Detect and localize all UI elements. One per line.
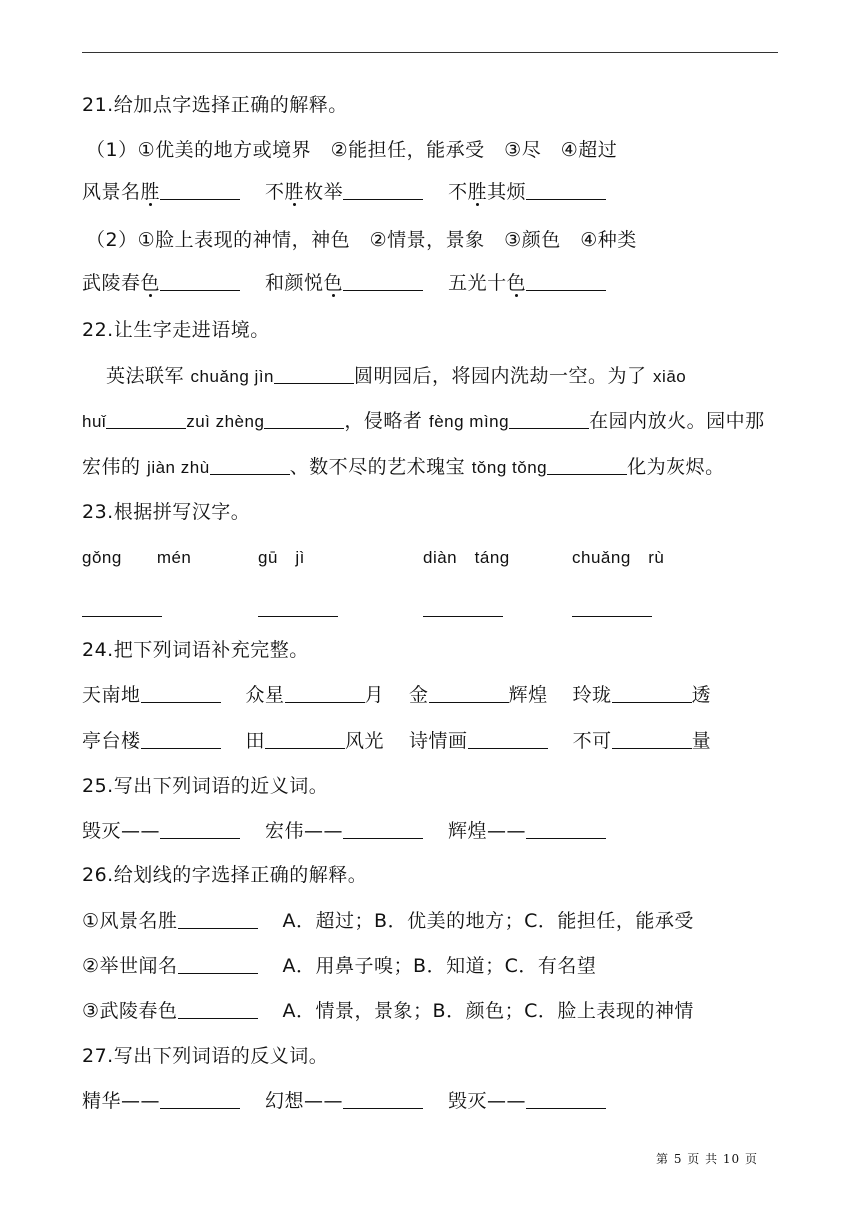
q27-title: 27.写出下列词语的反义词。 (82, 1045, 329, 1067)
q22-line2: huǐ zuì zhèng ，侵略者 fèng mìng 在园内放火。园中那 (82, 410, 765, 432)
q23-blank-row (82, 590, 782, 620)
q25-row: 毁灭—— 宏伟—— 辉煌—— (82, 816, 606, 846)
q22-line1: 英法联军 chuǎng jìn 圆明园后，将园内洗劫一空。为了 xiāo (106, 365, 687, 387)
answer-blank[interactable] (343, 179, 423, 200)
answer-blank[interactable] (82, 596, 162, 617)
answer-blank[interactable] (141, 728, 221, 749)
q26-item: ①风景名胜 A．超过；B．优美的地方；C．能担任，能承受 (82, 910, 694, 932)
answer-blank[interactable] (612, 728, 692, 749)
answer-blank[interactable] (526, 818, 606, 839)
q23-pinyin-row (82, 543, 782, 573)
answer-blank[interactable] (468, 728, 548, 749)
answer-blank[interactable] (210, 454, 290, 475)
answer-blank[interactable] (178, 953, 258, 974)
q22-title: 22.让生字走进语境。 (82, 319, 270, 341)
answer-blank[interactable] (526, 179, 606, 200)
answer-blank[interactable] (343, 1088, 423, 1109)
header-rule (82, 52, 778, 53)
answer-blank[interactable] (160, 270, 240, 291)
q21-part1-options: （1）①优美的地方或境界 ②能担任，能承受 ③尽 ④超过 (86, 139, 618, 161)
q27-row: 精华—— 幻想—— 毁灭—— (82, 1086, 606, 1116)
answer-blank[interactable] (178, 908, 258, 929)
q26-item: ②举世闻名 A．用鼻子嗅；B．知道；C．有名望 (82, 955, 597, 977)
pinyin-label: diàn táng (423, 548, 510, 567)
answer-blank[interactable] (547, 454, 627, 475)
answer-blank[interactable] (429, 682, 509, 703)
pinyin-label: gǒng mén (82, 548, 192, 567)
q26-item: ③武陵春色 A．情景，景象；B．颜色；C．脸上表现的神情 (82, 1000, 694, 1022)
answer-blank[interactable] (274, 363, 354, 384)
answer-blank[interactable] (265, 728, 345, 749)
q24-row1: 天南地 众星 月 金 辉煌 玲珑 透 (82, 684, 712, 706)
answer-blank[interactable] (526, 1088, 606, 1109)
q24-row2: 亭台楼 田 风光 诗情画 不可 量 (82, 730, 712, 752)
q25-title: 25.写出下列词语的近义词。 (82, 775, 329, 797)
answer-blank[interactable] (343, 818, 423, 839)
answer-blank[interactable] (423, 596, 503, 617)
answer-blank[interactable] (343, 270, 423, 291)
answer-blank[interactable] (612, 682, 692, 703)
answer-blank[interactable] (264, 408, 344, 429)
answer-blank[interactable] (160, 818, 240, 839)
q26-title: 26.给划线的字选择正确的解释。 (82, 864, 368, 886)
q22-line3: 宏伟的 jiàn zhù 、数不尽的艺术瑰宝 tǒng tǒng 化为灰烬。 (82, 456, 725, 478)
answer-blank[interactable] (285, 682, 365, 703)
q21-part2-items: 武陵春色 和颜悦色 五光十色 (82, 268, 606, 298)
q23-title: 23.根据拼写汉字。 (82, 501, 251, 523)
pinyin-label: gū jì (258, 548, 305, 567)
answer-blank[interactable] (572, 596, 652, 617)
q24-title: 24.把下列词语补充完整。 (82, 639, 309, 661)
pinyin-label: chuǎng rù (572, 548, 665, 567)
answer-blank[interactable] (160, 1088, 240, 1109)
q21-title: 21.给加点字选择正确的解释。 (82, 94, 348, 116)
answer-blank[interactable] (258, 596, 338, 617)
answer-blank[interactable] (160, 179, 240, 200)
answer-blank[interactable] (141, 682, 221, 703)
page-number: 第 5 页 共 10 页 (656, 1152, 758, 1166)
q21-part2-options: （2）①脸上表现的神情，神色 ②情景，景象 ③颜色 ④种类 (86, 229, 637, 251)
answer-blank[interactable] (106, 408, 186, 429)
answer-blank[interactable] (526, 270, 606, 291)
answer-blank[interactable] (509, 408, 589, 429)
answer-blank[interactable] (178, 998, 258, 1019)
q21-part1-items: 风景名胜 不胜枚举 不胜其烦 (82, 177, 606, 207)
